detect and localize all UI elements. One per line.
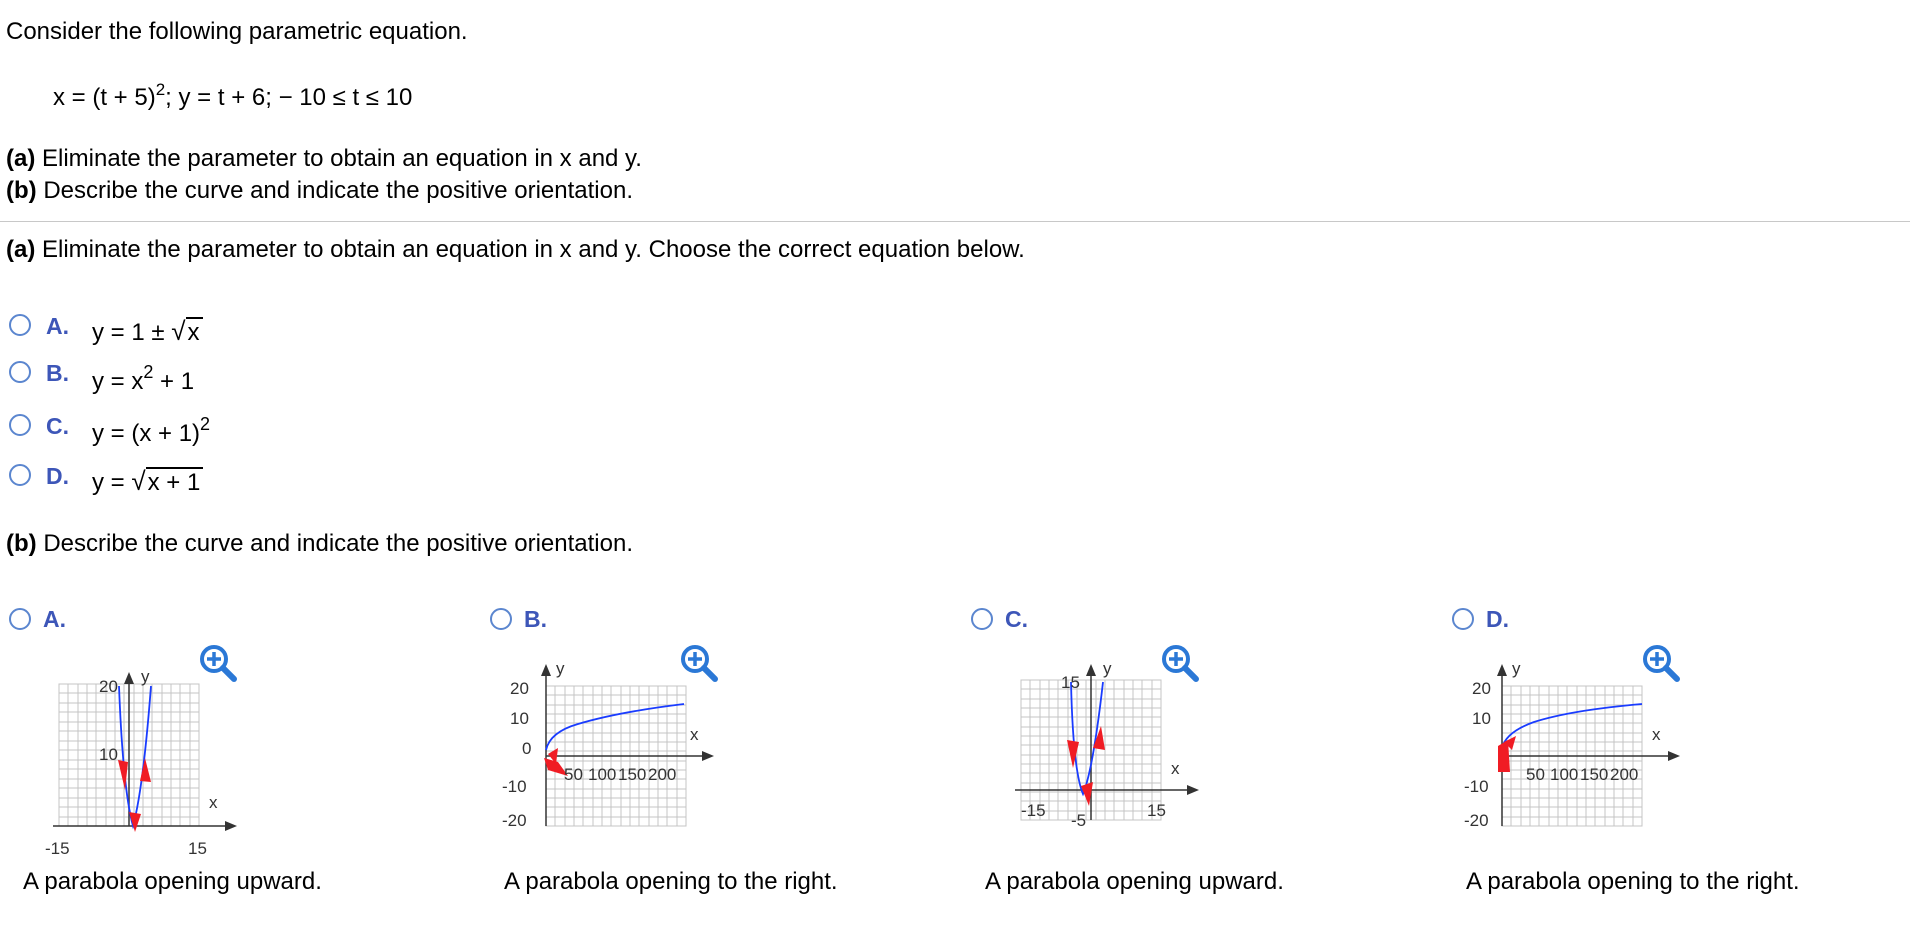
option-c-lhs: y = (x + 1) <box>92 420 201 447</box>
equation-x-part: x = (t + 5) <box>53 84 156 111</box>
part-a-text: Eliminate the parameter to obtain an equation in x and y. Choose the correct equation below. <box>35 236 1025 263</box>
graph-b-plot <box>488 600 888 860</box>
graph-a-tick-15: 15 <box>188 839 207 858</box>
graph-a-y-arrowhead <box>124 672 134 684</box>
option-d-lhs: y = <box>92 469 125 496</box>
graph-option-d <box>1450 600 1850 900</box>
graph-c-x-label: x <box>1171 759 1180 778</box>
graph-b-tick-neg20: -20 <box>502 811 527 830</box>
graph-c-plot <box>969 600 1369 860</box>
option-b-exponent: 2 <box>143 362 154 382</box>
graph-b-tick-100: 100 <box>588 765 617 784</box>
option-a-lhs: y = 1 ± <box>92 319 165 346</box>
graph-option-d-letter: D. <box>1486 606 1509 632</box>
task-b-description <box>6 177 633 205</box>
part-b-label: (b) <box>6 530 37 557</box>
graph-b-tick-0: 0 <box>522 739 532 758</box>
square-root: √x <box>171 316 202 347</box>
graph-b-tick-200: 200 <box>648 765 677 784</box>
option-c-expression <box>92 414 211 448</box>
graph-d-x-arrowhead <box>1668 751 1680 761</box>
graph-a-tick-10: 10 <box>99 745 118 764</box>
graph-b-x-label: x <box>690 725 699 744</box>
graph-d-tick-100: 100 <box>1550 765 1579 784</box>
graph-d-plot <box>1450 600 1850 860</box>
graph-d-tick-10: 10 <box>1472 709 1491 728</box>
graph-c-y-arrowhead <box>1086 664 1096 676</box>
graph-option-b-caption: A parabola opening to the right. <box>504 868 838 895</box>
task-a-description <box>6 145 642 173</box>
graph-d-zoom-icon[interactable] <box>1640 642 1682 684</box>
task-a-label: (a) <box>6 145 36 172</box>
option-b-rhs: + 1 <box>153 368 195 395</box>
task-b-label: (b) <box>6 177 37 204</box>
graph-a-y-label: y <box>141 667 150 686</box>
graph-a-plot <box>7 600 407 860</box>
graph-b-y-arrowhead <box>541 664 551 676</box>
option-c-exponent: 2 <box>200 414 211 434</box>
graph-a-tick-neg15: -15 <box>45 839 70 858</box>
option-b-expression <box>92 362 195 396</box>
option-a-radicand: x <box>186 317 203 346</box>
graph-a-tick-20: 20 <box>99 677 118 696</box>
graph-option-a-caption: A parabola opening upward. <box>23 868 322 895</box>
graph-b-curve <box>546 704 684 750</box>
graph-d-y-arrowhead <box>1497 664 1507 676</box>
graph-b-tick-50: 50 <box>564 765 583 784</box>
part-b-prompt <box>6 530 633 558</box>
option-b-lhs: y = x <box>92 368 144 395</box>
graph-option-b <box>488 600 888 900</box>
graph-a-zoom-icon[interactable] <box>197 642 239 684</box>
option-d-radio[interactable] <box>9 464 31 486</box>
option-a-letter: A. <box>46 313 69 339</box>
part-a-label: (a) <box>6 236 36 263</box>
graph-b-y-label: y <box>556 659 565 678</box>
graph-option-a <box>7 600 407 900</box>
graph-c-y-label: y <box>1103 659 1112 678</box>
graph-c-x-arrowhead <box>1187 785 1199 795</box>
graph-b-tick-150: 150 <box>618 765 647 784</box>
graph-b-zoom-icon[interactable] <box>678 642 720 684</box>
part-a-prompt <box>6 236 1025 264</box>
option-d-expression <box>92 466 203 497</box>
section-divider <box>0 221 1910 222</box>
task-b-text: Describe the curve and indicate the positive orientation. <box>36 177 633 204</box>
graph-a-x-arrowhead <box>225 821 237 831</box>
equation-exponent: 2 <box>155 80 166 99</box>
option-a-expression <box>92 316 203 347</box>
graph-d-x-label: x <box>1652 725 1661 744</box>
graph-option-c-letter: C. <box>1005 606 1028 632</box>
graph-c-tick-15-x: 15 <box>1147 801 1166 820</box>
option-c-letter: C. <box>46 413 69 439</box>
graph-a-arrow-up <box>140 758 151 782</box>
graph-d-tick-150: 150 <box>1580 765 1609 784</box>
parametric-equation <box>53 80 413 112</box>
graph-d-tick-neg10: -10 <box>1464 777 1489 796</box>
graph-d-curve <box>1502 704 1642 748</box>
graph-d-y-label: y <box>1512 659 1521 678</box>
option-d-letter: D. <box>46 463 69 489</box>
option-a-radio[interactable] <box>9 314 31 336</box>
graph-b-tick-neg10: -10 <box>502 777 527 796</box>
part-b-text: Describe the curve and indicate the positive orientation. <box>36 530 633 557</box>
graph-option-c-caption: A parabola opening upward. <box>985 868 1284 895</box>
graph-d-tick-50: 50 <box>1526 765 1545 784</box>
graph-c-tick-neg5: -5 <box>1071 811 1087 830</box>
graph-d-tick-20: 20 <box>1472 679 1491 698</box>
option-d-radicand: x + 1 <box>146 467 204 496</box>
graph-d-tick-200: 200 <box>1610 765 1639 784</box>
graph-a-arrow-bottom <box>129 812 141 832</box>
graph-option-d-caption: A parabola opening to the right. <box>1466 868 1800 895</box>
graph-option-a-letter: A. <box>43 606 66 632</box>
graph-b-tick-10: 10 <box>510 709 529 728</box>
graph-b-x-arrowhead <box>702 751 714 761</box>
graph-c-zoom-icon[interactable] <box>1159 642 1201 684</box>
equation-rest: ; y = t + 6; − 10 ≤ t ≤ 10 <box>165 84 413 111</box>
option-b-radio[interactable] <box>9 361 31 383</box>
graph-d-tick-neg20: -20 <box>1464 811 1489 830</box>
graph-a-x-label: x <box>209 793 218 812</box>
option-b-letter: B. <box>46 360 69 386</box>
option-c-radio[interactable] <box>9 414 31 436</box>
graph-c-tick-neg15: -15 <box>1021 801 1046 820</box>
square-root: √x + 1 <box>131 466 203 497</box>
graph-option-b-letter: B. <box>524 606 547 632</box>
question-intro: Consider the following parametric equation. <box>6 18 468 45</box>
graph-option-c <box>969 600 1369 900</box>
graph-c-tick-15: 15 <box>1061 673 1080 692</box>
graph-b-tick-20: 20 <box>510 679 529 698</box>
task-a-text: Eliminate the parameter to obtain an equation in x and y. <box>35 145 642 172</box>
